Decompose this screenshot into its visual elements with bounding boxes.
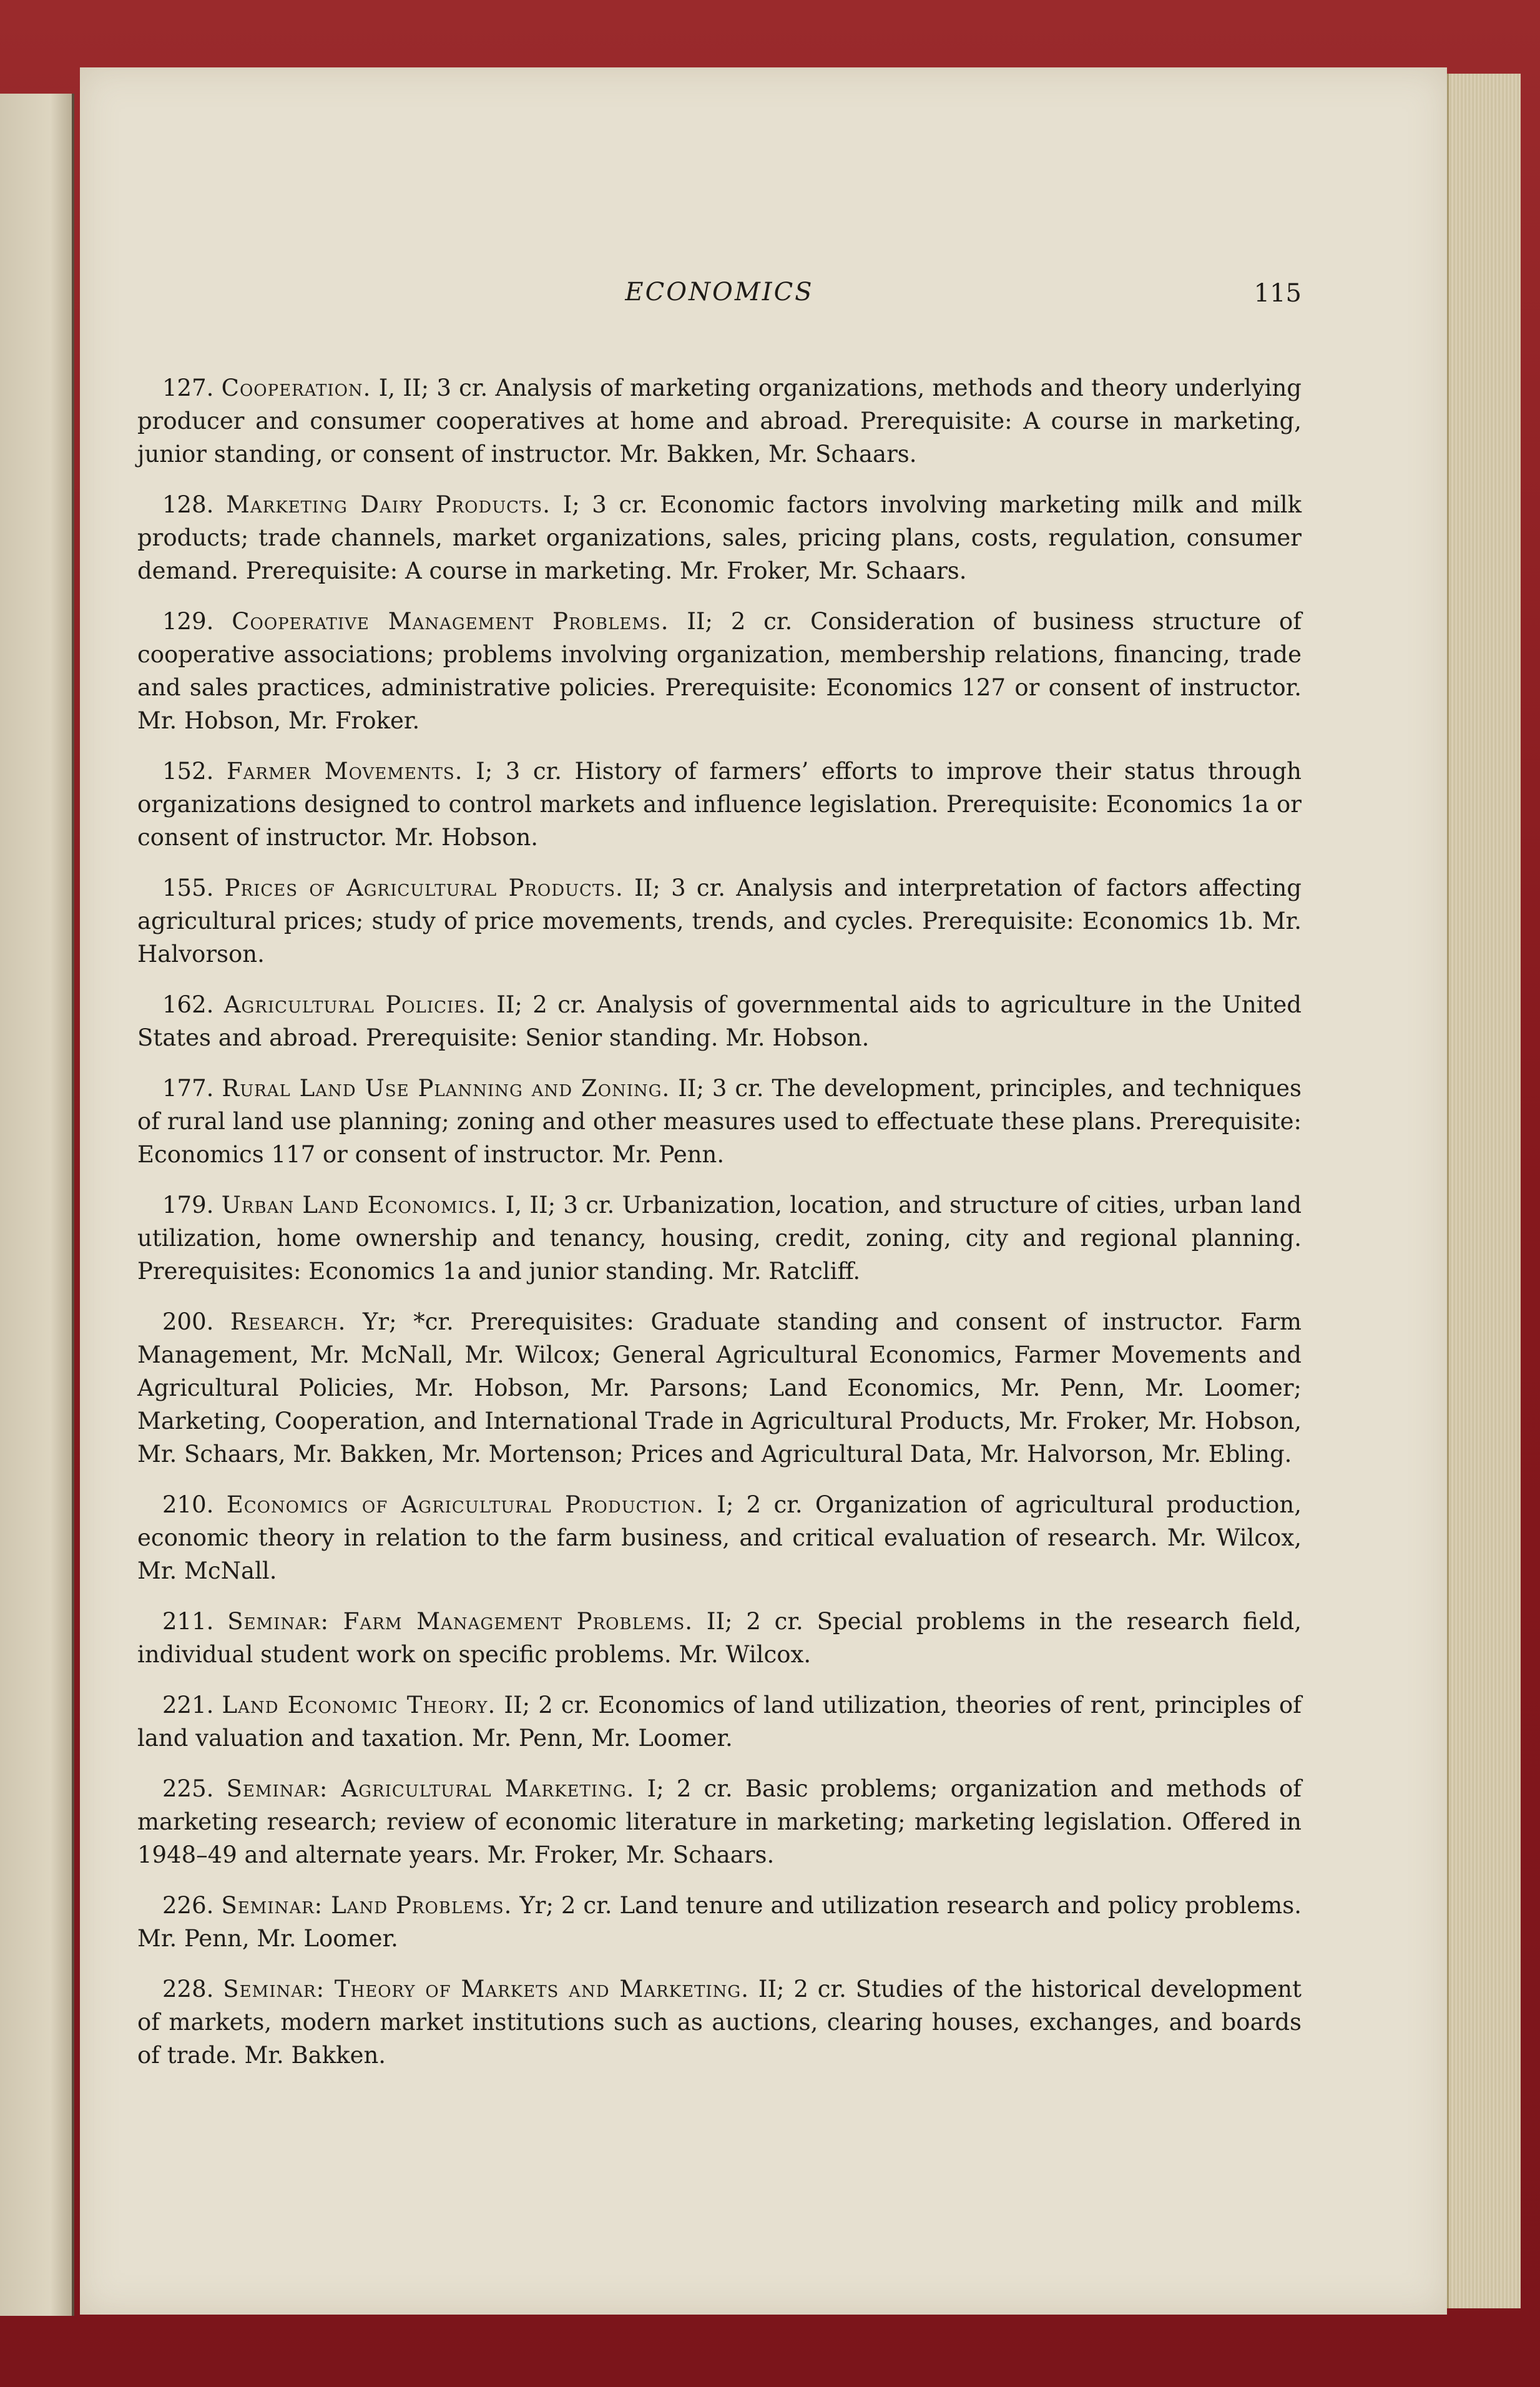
course-details: II; 2 cr. Consideration of business structure of cooperative associations; problems involving organization, membership relations, financing, trade and sales practices, administrative policies. Prerequisite: Economics 127 or consent of instructor. Mr. Hobson, Mr. Froker. (137, 608, 1302, 734)
course-details: I; 3 cr. Economic factors involving marketing milk and milk products; trade channels, market organizations, sales, pricing plans, costs, regulation, consumer demand. Prerequisite: A course in marketing. Mr. Froker, Mr. Schaars. (137, 491, 1302, 584)
course-title: Seminar: Farm Management Problems. (227, 1608, 694, 1635)
course-number: 226. (162, 1892, 214, 1919)
course-entry (137, 488, 1302, 587)
course-details: I; 3 cr. History of farmers’ efforts to improve their status through organizations designed to control markets and influence legislation. Prerequisite: Economics 1a or consent of instructor. Mr. Hobson. (137, 758, 1302, 851)
course-entry (137, 1973, 1302, 2072)
course-entry (137, 1605, 1302, 1671)
course-entry (137, 1772, 1302, 1871)
course-number: 228. (162, 1976, 214, 2002)
course-details: II; 2 cr. Analysis of governmental aids to agriculture in the United States and abroad. Prerequisite: Senior standing. Mr. Hobson. (137, 991, 1302, 1051)
course-details: II; 2 cr. Special problems in the research field, individual student work on specific problems. Mr. Wilcox. (137, 1608, 1302, 1668)
course-number: 127. (162, 375, 214, 401)
course-number: 152. (162, 758, 214, 785)
course-title: Seminar: Theory of Markets and Marketing. (223, 1976, 749, 2002)
course-title: Urban Land Economics. (221, 1192, 498, 1218)
page-number: 115 (1253, 279, 1302, 308)
course-entry (137, 1689, 1302, 1755)
previous-page-edge (0, 94, 74, 2316)
course-number: 128. (162, 491, 214, 518)
course-title: Agricultural Policies. (223, 991, 486, 1018)
course-title: Seminar: Land Problems. (221, 1892, 513, 1919)
running-title: ECONOMICS (625, 278, 814, 306)
course-entry (137, 755, 1302, 854)
course-number: 211. (162, 1608, 214, 1635)
course-details: I; 2 cr. Organization of agricultural production, economic theory in relation to the farm business, and critical evaluation of research. Mr. Wilcox, Mr. McNall. (137, 1491, 1302, 1584)
course-number: 179. (162, 1192, 214, 1218)
course-entry (137, 988, 1302, 1054)
course-entry (137, 871, 1302, 971)
course-details: Yr; *cr. Prerequisites: Graduate standing and consent of instructor. Farm Management, Mr. McNall, Mr. Wilcox; General Agricultural Economics, Farmer Movements and Agricultural Policies, Mr. Hobson, Mr. Parsons; Land Economics, Mr. Penn, Mr. Loomer; Marketing, Cooperation, and International Trade in Agricultural Products, Mr. Froker, Mr. Hobson, Mr. Schaars, Mr. Bakken, Mr. Mortenson; Prices and Agricultural Data, Mr. Halvorson, Mr. Ebling. (137, 1308, 1302, 1468)
course-entry (137, 371, 1302, 471)
course-number: 225. (162, 1775, 214, 1802)
course-number: 221. (162, 1692, 214, 1718)
course-title: Farmer Movements. (226, 758, 463, 785)
page-block-edges (1447, 74, 1521, 2308)
course-entry (137, 1189, 1302, 1288)
course-title: Land Economic Theory. (222, 1692, 496, 1718)
course-number: 200. (162, 1308, 214, 1335)
course-entry (137, 1072, 1302, 1171)
course-number: 177. (162, 1075, 214, 1102)
course-details: Yr; 2 cr. Land tenure and utilization research and policy problems. Mr. Penn, Mr. Loomer. (137, 1892, 1302, 1952)
course-entry (137, 1488, 1302, 1587)
course-entry (137, 1889, 1302, 1955)
course-details: II; 3 cr. Analysis and interpretation of factors affecting agricultural prices; study of price movements, trends, and cycles. Prerequisite: Economics 1b. Mr. Halvorson. (137, 875, 1302, 968)
course-details: I, II; 3 cr. Urbanization, location, and structure of cities, urban land utilization, home ownership and tenancy, housing, credit, zoning, city and regional planning. Prerequisites: Economics 1a and junior standing. Mr. Ratcliff. (137, 1192, 1302, 1285)
course-number: 162. (162, 991, 214, 1018)
course-title: Seminar: Agricultural Marketing. (226, 1775, 635, 1802)
course-number: 155. (162, 875, 214, 901)
course-title: Cooperative Management Problems. (232, 608, 669, 635)
course-title: Prices of Agricultural Products. (224, 875, 624, 901)
course-details: II; 2 cr. Studies of the historical development of markets, modern market institutions such as auctions, clearing houses, exchanges, and boards of trade. Mr. Bakken. (137, 1976, 1302, 2069)
course-number: 210. (162, 1491, 214, 1518)
page-header (137, 278, 1302, 321)
course-title: Rural Land Use Planning and Zoning. (222, 1075, 670, 1102)
course-title: Research. (230, 1308, 346, 1335)
course-details: II; 2 cr. Economics of land utilization, theories of rent, principles of land valuation and taxation. Mr. Penn, Mr. Loomer. (137, 1692, 1302, 1752)
course-details: I; 2 cr. Basic problems; organization and methods of marketing research; review of economic literature in marketing; marketing legislation. Offered in 1948–49 and alternate years. Mr. Froker, Mr. Schaars. (137, 1775, 1302, 1868)
course-details: II; 3 cr. The development, principles, and techniques of rural land use planning; zoning and other measures used to effectuate these plans. Prerequisite: Economics 117 or consent of instructor. Mr. Penn. (137, 1075, 1302, 1168)
course-title: Economics of Agricultural Production. (226, 1491, 704, 1518)
course-number: 129. (162, 608, 214, 635)
course-details: I, II; 3 cr. Analysis of marketing organizations, methods and theory underlying producer and consumer cooperatives at home and abroad. Prerequisite: A course in marketing, junior standing, or consent of instructor. Mr. Bakken, Mr. Schaars. (137, 375, 1302, 468)
course-entry (137, 1305, 1302, 1471)
course-title: Marketing Dairy Products. (226, 491, 551, 518)
course-entry (137, 605, 1302, 737)
course-title: Cooperation. (221, 375, 371, 401)
course-list (137, 371, 1302, 2089)
